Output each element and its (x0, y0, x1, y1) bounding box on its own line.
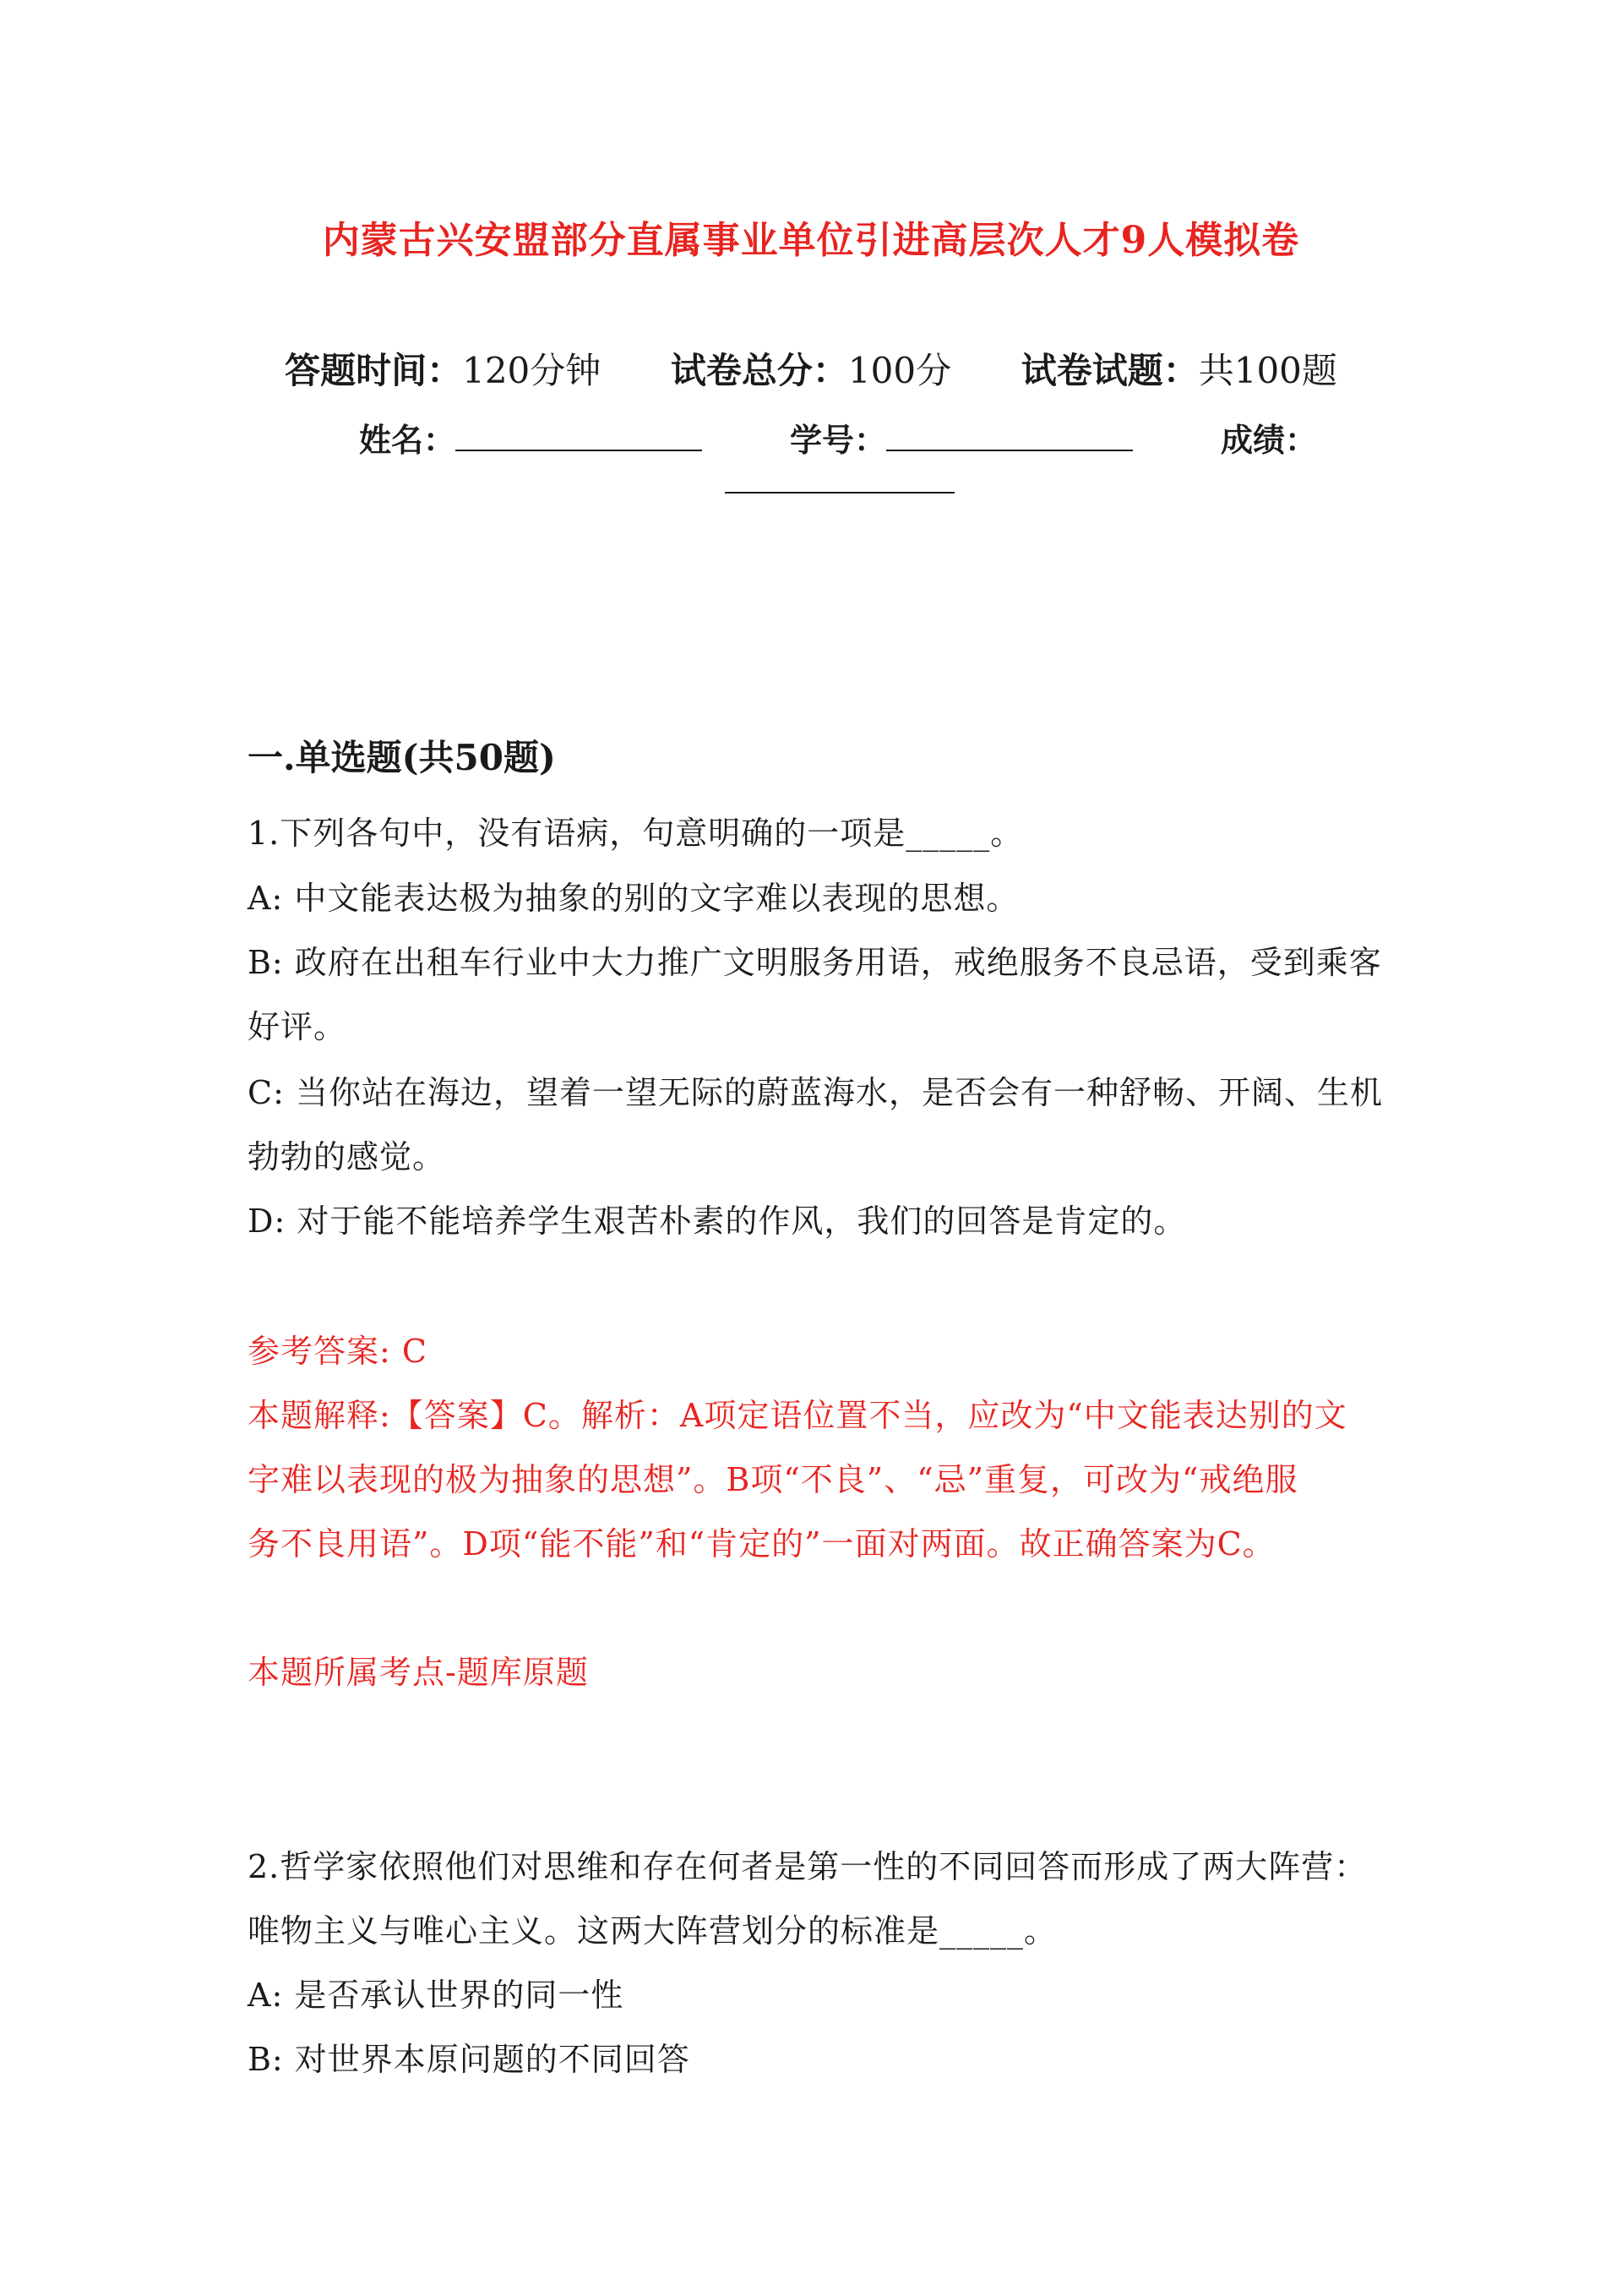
question-2-stem: 2.哲学家依照他们对思维和存在何者是第一性的不同回答而形成了两大阵营： (248, 1848, 1368, 1885)
grade-label: 成绩： (1221, 421, 1318, 459)
exam-time-label: 答题时间： (285, 350, 463, 391)
question-1-explanation-line-2: 字难以表现的极为抽象的思想”。B项“不良”、“忌”重复，可改为“戒绝服 (248, 1461, 1298, 1498)
id-blank[interactable] (886, 424, 1133, 451)
exam-time (285, 350, 601, 391)
question-1-option-a[interactable]: A: 中文能表达极为抽象的别的文字难以表现的思想。 (248, 880, 1020, 917)
id-field (790, 414, 1133, 461)
grade-blank-row (725, 463, 955, 501)
question-1-stem: 1.下列各句中，没有语病，句意明确的一项是_____。 (248, 815, 1024, 852)
exam-time-value: 120分钟 (462, 350, 601, 391)
question-1-option-b-cont: 好评。 (248, 1008, 347, 1045)
question-1-option-b[interactable]: B: 政府在出租车行业中大力推广文明服务用语，戒绝服务不良忌语，受到乘客 (248, 944, 1382, 981)
question-1-knowledge-point: 本题所属考点-题库原题 (248, 1654, 589, 1691)
question-1-explanation-line-1: 本题解释:【答案】C。解析：A项定语位置不当，应改为“中文能表达别的文 (248, 1397, 1347, 1434)
question-1-option-d[interactable]: D: 对于能不能培养学生艰苦朴素的作风，我们的回答是肯定的。 (248, 1203, 1187, 1240)
question-2-option-b[interactable]: B: 对世界本原问题的不同回答 (248, 2041, 690, 2078)
exam-score-value: 100分 (847, 350, 952, 391)
name-blank[interactable] (455, 424, 702, 451)
exam-score (671, 350, 951, 391)
question-1-explanation-line-3: 务不良用语”。D项“能不能”和“肯定的”一面对两面。故正确答案为C。 (248, 1525, 1276, 1562)
name-field (359, 414, 702, 461)
section-heading: 一.单选题(共50题) (248, 737, 556, 778)
exam-title: 内蒙古兴安盟部分直属事业单位引进高层次人才9人模拟卷 (322, 219, 1300, 262)
question-1-answer: 参考答案: C (248, 1333, 427, 1370)
question-2-stem-cont: 唯物主义与唯心主义。这两大阵营划分的标准是_____。 (248, 1912, 1058, 1950)
exam-info-line (0, 343, 1622, 394)
question-2-option-a[interactable]: A: 是否承认世界的同一性 (248, 1977, 624, 2014)
grade-blank[interactable] (725, 466, 955, 494)
exam-count (1021, 350, 1337, 391)
exam-count-label: 试卷试题： (1021, 350, 1199, 391)
name-label: 姓名： (359, 421, 456, 459)
grade-field (1221, 414, 1317, 461)
id-label: 学号： (790, 421, 887, 459)
exam-count-value: 共100题 (1198, 350, 1337, 391)
exam-score-label: 试卷总分： (670, 350, 848, 391)
question-1-option-c-cont: 勃勃的感觉。 (248, 1138, 446, 1175)
question-1-option-c[interactable]: C: 当你站在海边，望着一望无际的蔚蓝海水，是否会有一种舒畅、开阔、生机 (248, 1074, 1383, 1111)
